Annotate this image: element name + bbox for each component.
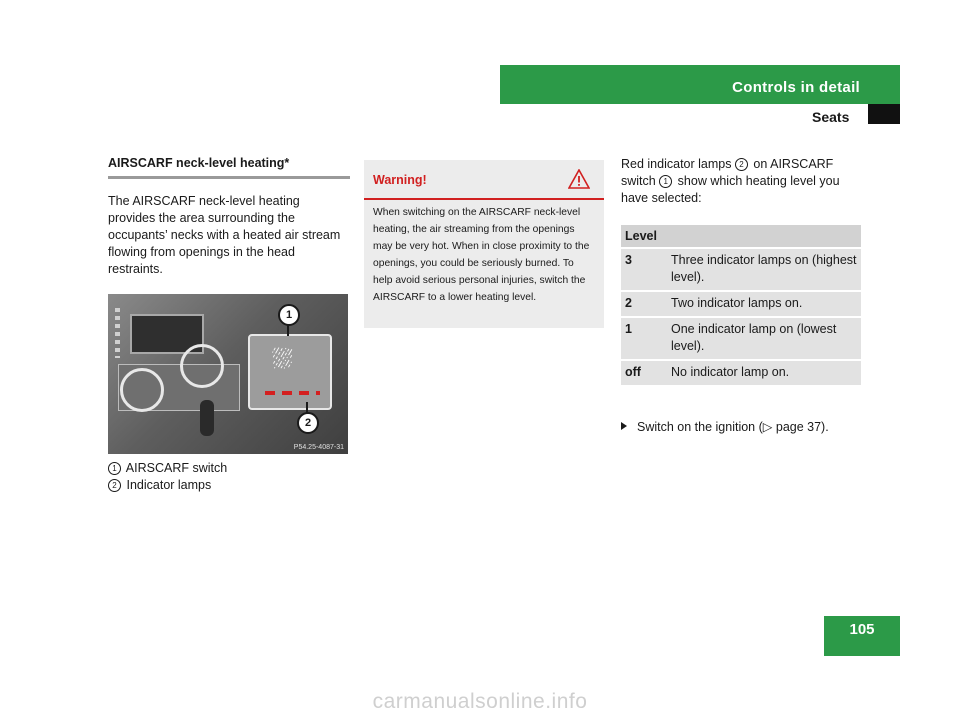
intro-paragraph: The AIRSCARF neck-level heating provides the area surrounding the occupants’ necks with a heated air stream flowing from openings in the head restraints. [108,194,341,276]
callout-2: 2 [297,412,319,434]
legend-text: AIRSCARF switch [125,461,228,475]
intro-text: on AIRSCARF switch [621,157,834,188]
table-row [621,249,861,292]
photo-gear-knob [200,400,214,436]
level-value: off [621,361,667,387]
photo-code: P54.25-4087-31 [293,444,344,451]
warning-title: Warning! [373,173,427,187]
header-bar [500,65,900,104]
chapter-title: Controls in detail [732,79,860,96]
warning-triangle-icon [568,169,590,189]
warning-text: When switching on the AIRSCARF neck-level heating, the air streaming from the openings may be very hot. When in close proximity to the openings, you could be seriously burned. To help avoid serious personal injuries, switch the AIRSCARF to a lower heating level. [373,207,590,303]
warning-header [364,160,604,200]
bullet-arrow-icon [621,422,627,430]
watermark: carmanualsonline.info [372,690,588,713]
level-value: 2 [621,292,667,318]
levels-intro [621,156,861,207]
level-description: Three indicator lamps on (highest level). [667,249,861,292]
legend-number: 2 [108,479,121,492]
table-header-row [621,225,861,249]
instruction-step [621,419,861,436]
intro-text: show which heating level you have selected: [621,174,840,205]
intro-text: Red indicator lamps [621,157,732,171]
seat-heating-icon: ⛆ [272,344,293,374]
levels-table [621,225,861,387]
legend-item [108,460,350,477]
airscarf-column [108,156,350,494]
table-header-blank [667,225,861,249]
airscarf-photo [108,294,348,454]
page-ref-arrow: ▷ [762,420,773,434]
table-row [621,361,861,387]
table-header-level: Level [621,225,667,249]
table-row [621,292,861,318]
level-value: 1 [621,318,667,361]
legend-number: 1 [108,462,121,475]
ref-number: 2 [735,158,748,171]
page-number: 105 [849,621,875,638]
photo-buttons [115,308,120,358]
callout-1: 1 [278,304,300,326]
levels-column [621,156,861,436]
instruction-text: Switch on the ignition ( [637,420,763,434]
page-number-box [824,616,900,656]
section-marker [868,104,900,124]
section-heading: AIRSCARF neck-level heating* [108,156,350,179]
photo-highlight-ring [120,368,164,412]
photo-legend [108,460,350,494]
warning-box [364,160,604,328]
section-title: Seats [812,109,850,125]
legend-text: Indicator lamps [126,478,212,492]
indicator-lamps [265,391,320,395]
ref-number: 1 [659,175,672,188]
legend-item [108,477,350,494]
instruction-page-ref[interactable]: page 37). [772,420,829,434]
level-value: 3 [621,249,667,292]
photo-highlight-ring [180,344,224,388]
table-row [621,318,861,361]
level-description: Two indicator lamps on. [667,292,861,318]
level-description: One indicator lamp on (lowest level). [667,318,861,361]
airscarf-switch-detail [248,334,332,410]
level-description: No indicator lamp on. [667,361,861,387]
